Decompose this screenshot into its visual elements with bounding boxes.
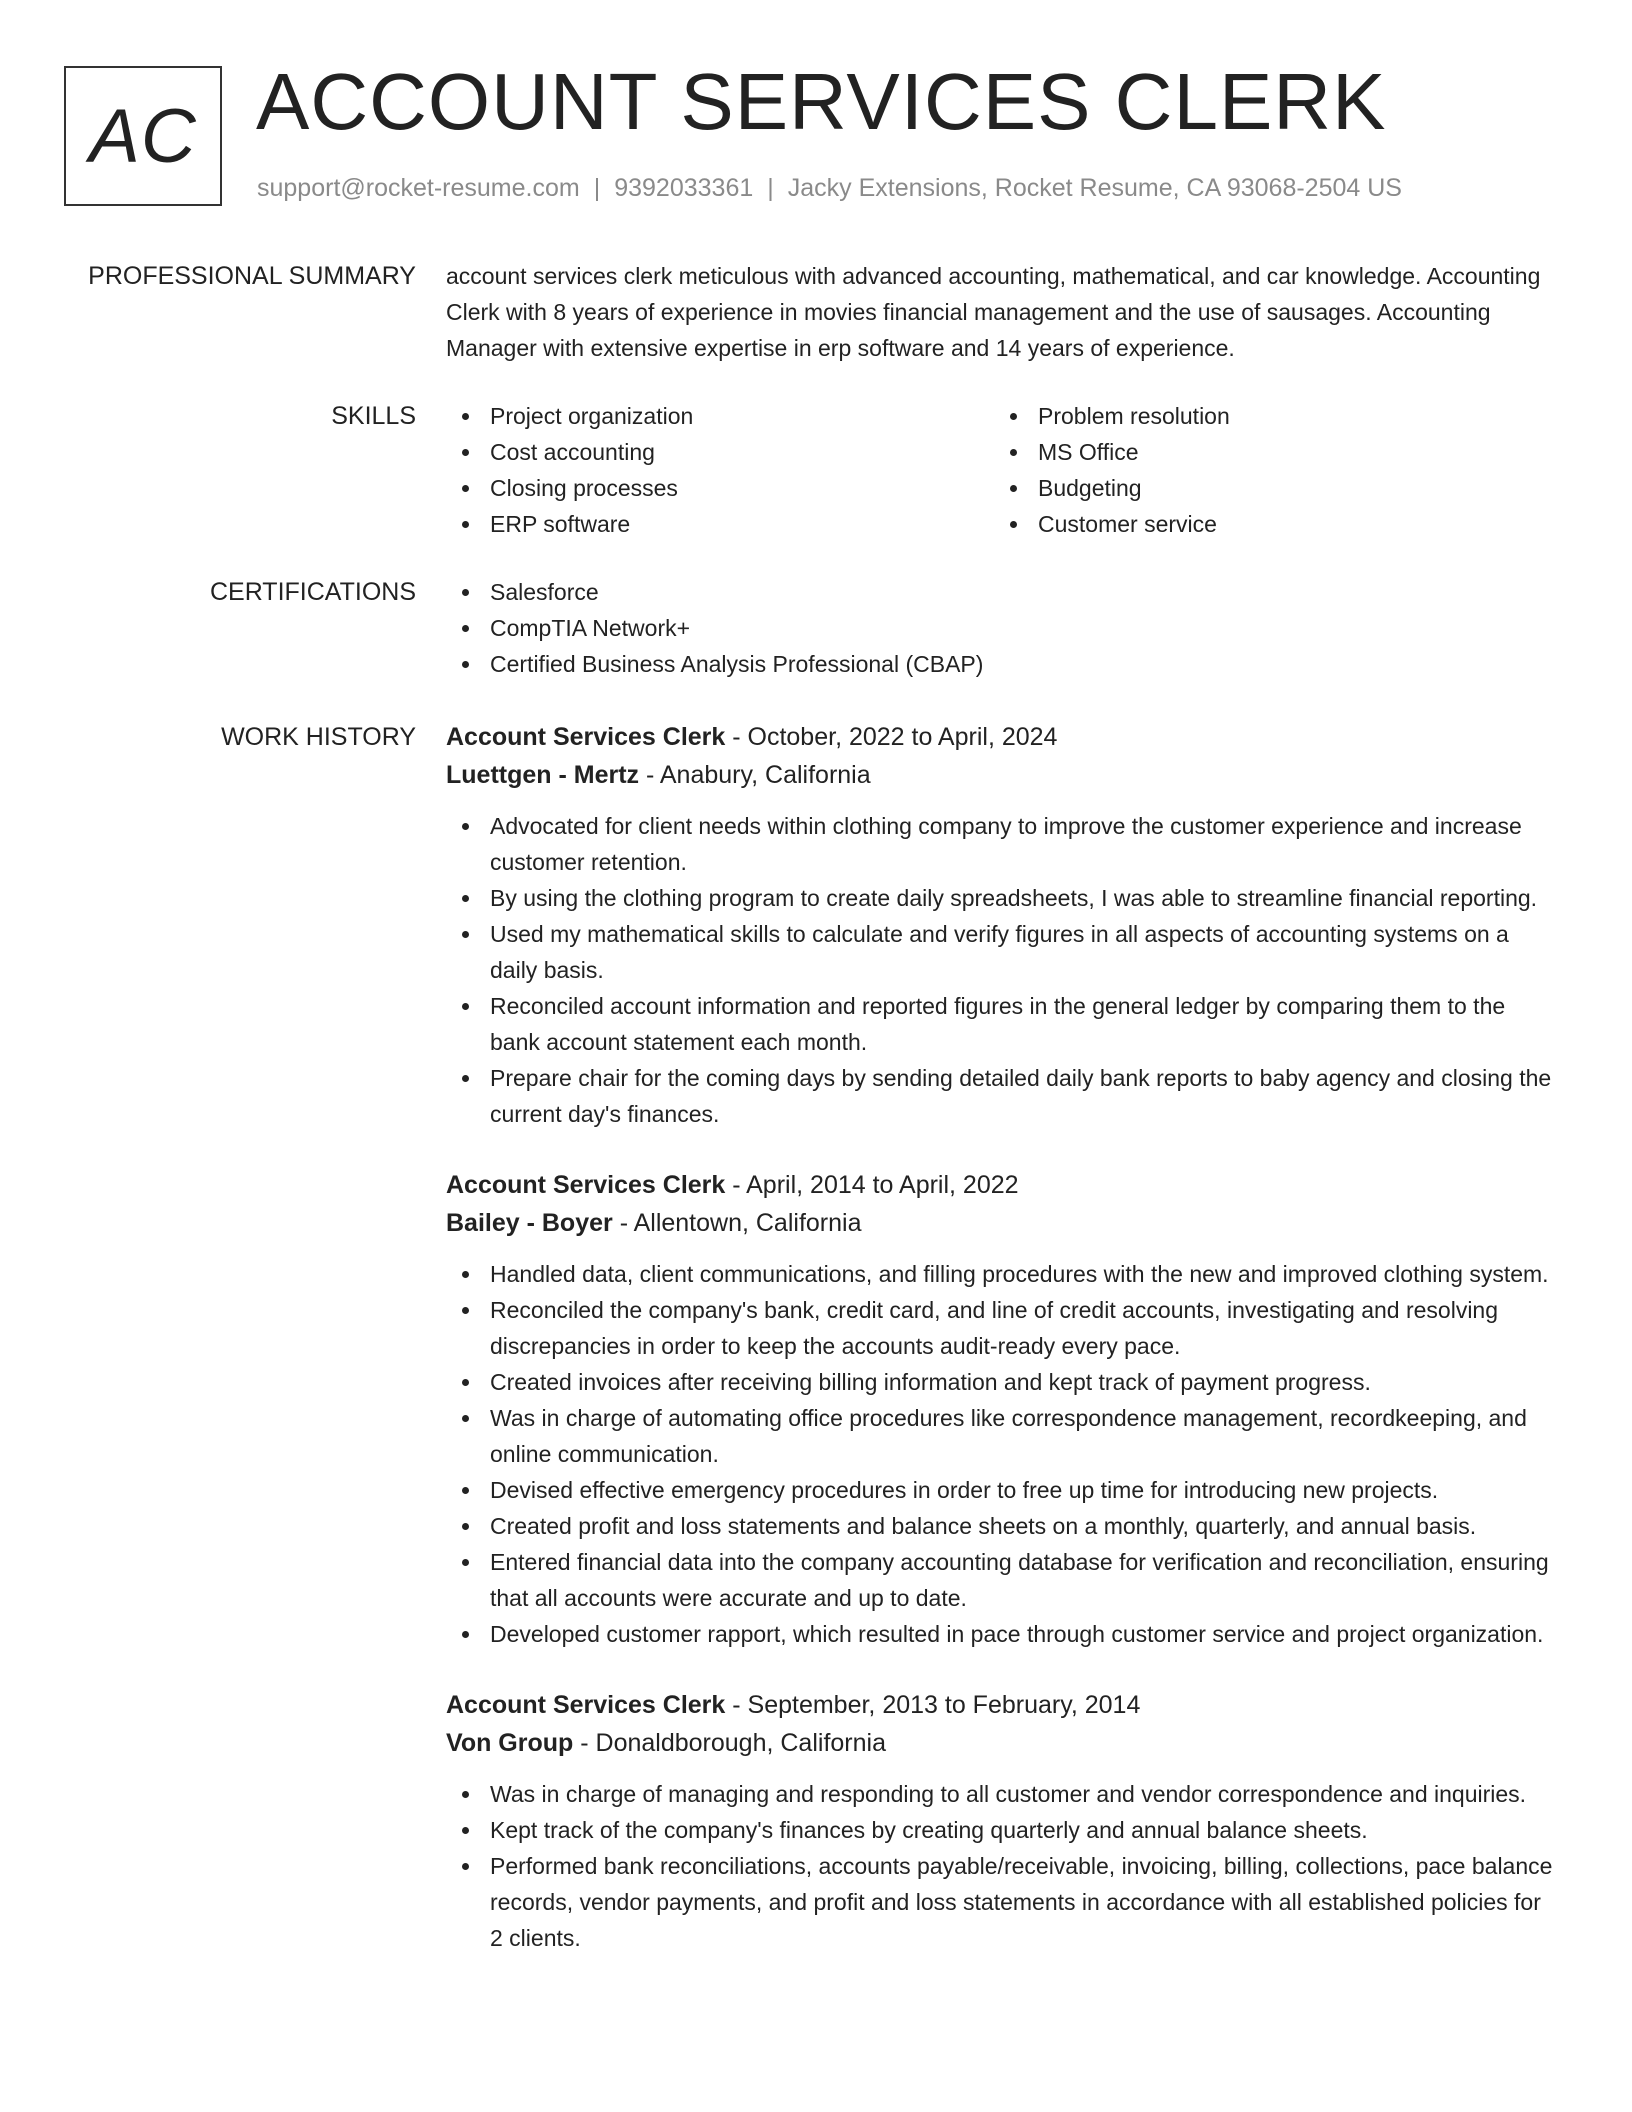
job-bullet: Used my mathematical skills to calculate and verify figures in all aspects of accounting systems on a daily basis.	[446, 916, 1556, 988]
skills-list-left	[446, 398, 994, 542]
certifications-body	[446, 574, 1556, 682]
skill-item: Closing processes	[446, 470, 994, 506]
skill-item: Budgeting	[994, 470, 1542, 506]
skills-list-right	[994, 398, 1542, 542]
job-bullet: Created profit and loss statements and balance sheets on a monthly, quarterly, and annual basis.	[446, 1508, 1556, 1544]
job-entry	[446, 718, 1556, 1132]
skill-item: Customer service	[994, 506, 1542, 542]
skill-item: Cost accounting	[446, 434, 994, 470]
contact-address: Jacky Extensions, Rocket Resume, CA 93068-2504 US	[787, 174, 1402, 202]
certifications-list	[446, 574, 1556, 682]
job-bullets	[446, 1776, 1556, 1956]
job-bullet: By using the clothing program to create daily spreadsheets, I was able to streamline financial reporting.	[446, 880, 1556, 916]
work-history-body	[446, 718, 1556, 1990]
skill-item: Project organization	[446, 398, 994, 434]
job-title: Account Services Clerk	[446, 1691, 726, 1719]
job-company: Luettgen - Mertz	[446, 761, 640, 789]
job-bullet: Kept track of the company's finances by creating quarterly and annual balance sheets.	[446, 1812, 1556, 1848]
skills-body	[446, 398, 1556, 542]
job-entry	[446, 1166, 1556, 1652]
resume-title: ACCOUNT SERVICES CLERK	[256, 57, 1387, 146]
job-location: - Anabury, California	[639, 761, 871, 789]
job-dates: - October, 2022 to April, 2024	[725, 723, 1058, 751]
monogram-box	[64, 66, 222, 206]
job-bullet: Reconciled account information and reported figures in the general ledger by comparing them to the bank account statement each month.	[446, 988, 1556, 1060]
job-bullets	[446, 808, 1556, 1132]
job-bullet: Advocated for client needs within clothing company to improve the customer experience and increase customer retention.	[446, 808, 1556, 880]
job-bullet: Handled data, client communications, and filling procedures with the new and improved clothing system.	[446, 1256, 1556, 1292]
skill-item: Problem resolution	[994, 398, 1542, 434]
job-dates: - September, 2013 to February, 2014	[725, 1691, 1141, 1719]
summary-heading: PROFESSIONAL SUMMARY	[88, 262, 416, 290]
job-bullet: Developed customer rapport, which resulted in pace through customer service and project organization.	[446, 1616, 1556, 1652]
job-bullet: Performed bank reconciliations, accounts payable/receivable, invoicing, billing, collections, pace balance records, vendor payments, and profit and loss statements in accordance with all established policies for 2 clients.	[446, 1848, 1556, 1956]
contact-separator: |	[593, 174, 601, 202]
contact-email[interactable]: support@rocket-resume.com	[257, 174, 580, 202]
job-company-line	[446, 756, 1556, 794]
job-location: - Allentown, California	[612, 1209, 862, 1237]
job-title-line	[446, 1686, 1556, 1724]
job-bullet: Was in charge of managing and responding to all customer and vendor correspondence and inquiries.	[446, 1776, 1556, 1812]
skill-item: ERP software	[446, 506, 994, 542]
job-bullet: Devised effective emergency procedures in order to free up time for introducing new projects.	[446, 1472, 1556, 1508]
certifications-heading: CERTIFICATIONS	[209, 578, 416, 606]
certification-item: CompTIA Network+	[446, 610, 1556, 646]
job-dates: - April, 2014 to April, 2022	[725, 1171, 1019, 1199]
skill-item: MS Office	[994, 434, 1542, 470]
monogram-initials: AC	[89, 93, 197, 179]
skills-heading: SKILLS	[331, 402, 416, 430]
job-bullet: Prepare chair for the coming days by sending detailed daily bank reports to baby agency and closing the current day's finances.	[446, 1060, 1556, 1132]
contact-separator: |	[767, 174, 774, 202]
certification-item: Certified Business Analysis Professional (CBAP)	[446, 646, 1556, 682]
job-entry	[446, 1686, 1556, 1956]
job-location: - Donaldborough, California	[573, 1729, 886, 1757]
contact-line	[257, 174, 1402, 203]
contact-phone[interactable]: 9392033361	[614, 174, 754, 202]
job-title: Account Services Clerk	[446, 1171, 726, 1199]
job-company: Bailey - Boyer	[446, 1209, 613, 1237]
job-company: Von Group	[446, 1729, 574, 1757]
job-bullet: Created invoices after receiving billing information and kept track of payment progress.	[446, 1364, 1556, 1400]
job-bullet: Entered financial data into the company accounting database for verification and reconciliation, ensuring that all accounts were accurate and up to date.	[446, 1544, 1556, 1616]
job-company-line	[446, 1204, 1556, 1242]
job-bullets	[446, 1256, 1556, 1652]
job-bullet: Reconciled the company's bank, credit card, and line of credit accounts, investigating and resolving discrepancies in order to keep the accounts audit-ready every pace.	[446, 1292, 1556, 1364]
job-bullet: Was in charge of automating office procedures like correspondence management, recordkeeping, and online communication.	[446, 1400, 1556, 1472]
job-title: Account Services Clerk	[446, 723, 726, 751]
work-history-heading: WORK HISTORY	[221, 723, 416, 751]
job-title-line	[446, 1166, 1556, 1204]
job-company-line	[446, 1724, 1556, 1762]
summary-text: account services clerk meticulous with advanced accounting, mathematical, and car knowledge. Accounting Clerk with 8 years of experience in movies financial management and the use of sausages. Accounting Manager with extensive expertise in erp software and 14 years of experience.	[446, 263, 1541, 361]
summary-body	[446, 258, 1556, 366]
job-title-line	[446, 718, 1556, 756]
certification-item: Salesforce	[446, 574, 1556, 610]
